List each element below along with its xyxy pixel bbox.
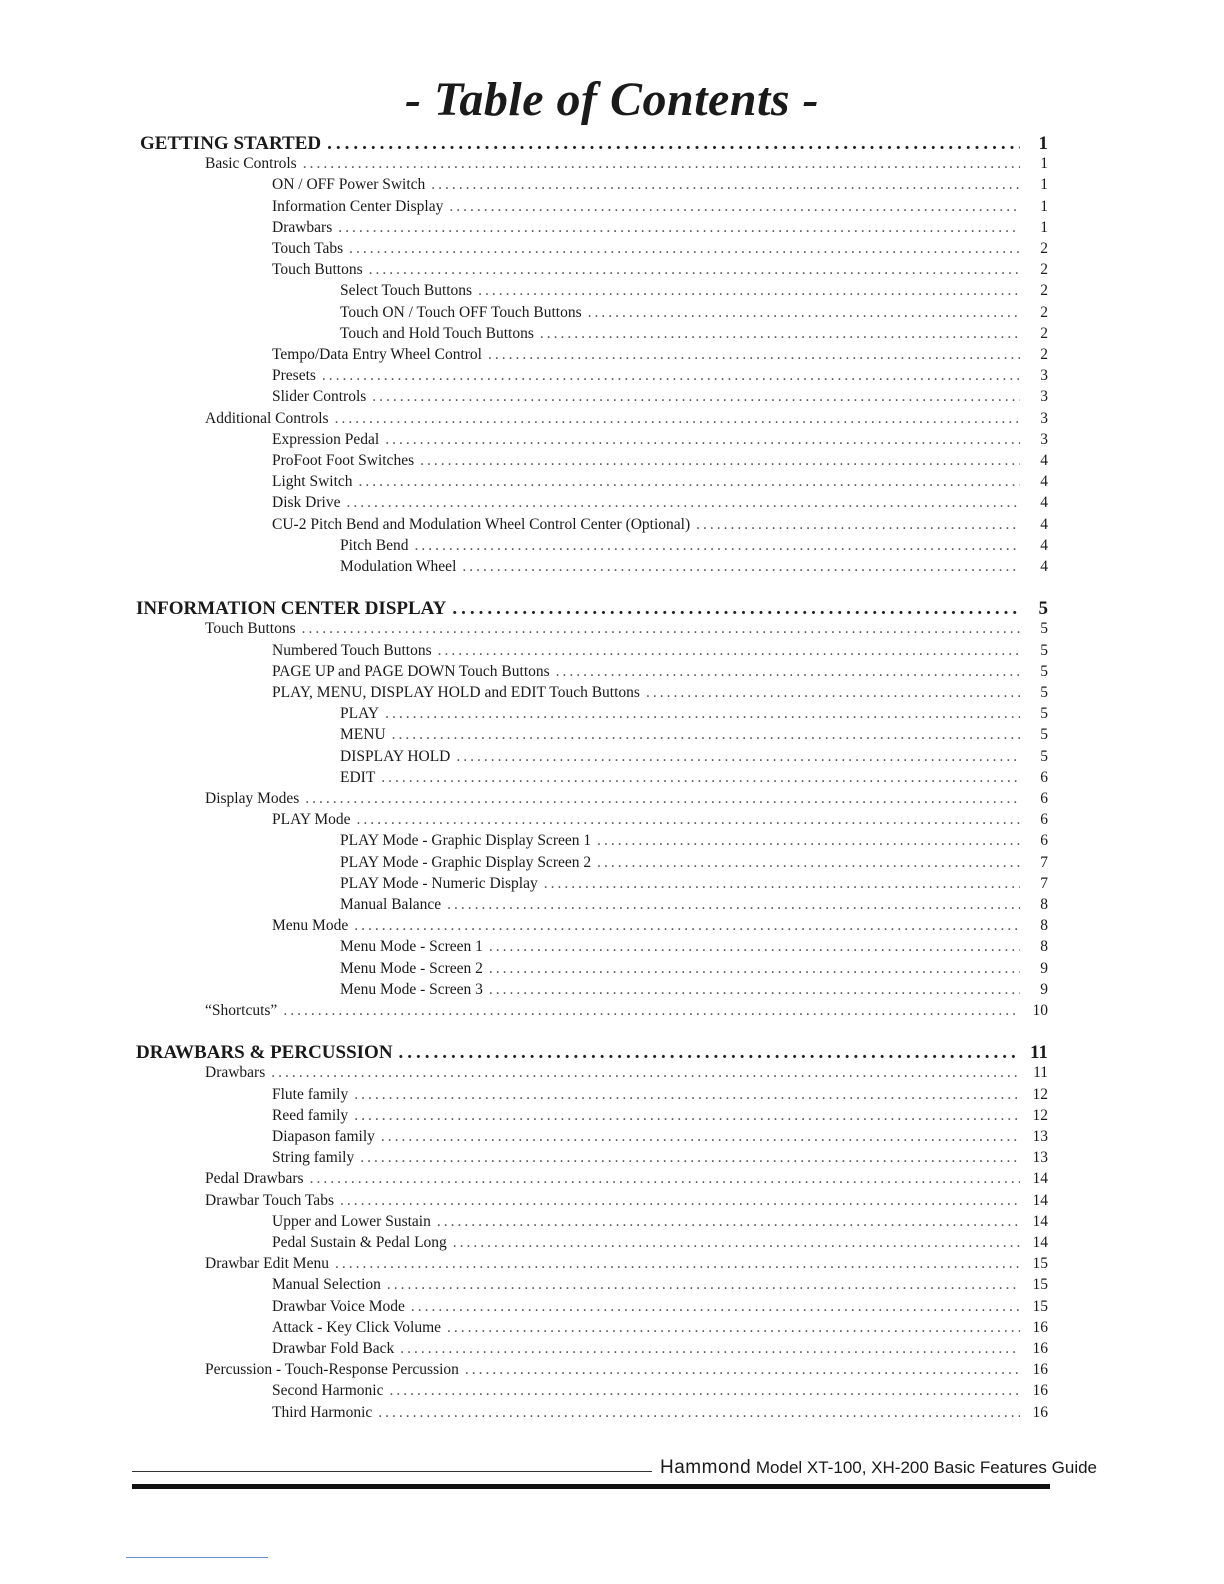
toc-entry-label: Drawbar Voice Mode xyxy=(272,1297,405,1315)
toc-entry-page: 11 xyxy=(1033,1064,1048,1082)
toc-entry-page: 4 xyxy=(1040,452,1048,469)
toc-entry-page: 1 xyxy=(1040,218,1048,236)
toc-entry-label: PLAY, MENU, DISPLAY HOLD and EDIT Touch Buttons xyxy=(272,684,640,701)
dot-leader xyxy=(392,726,1020,744)
dot-leader xyxy=(438,642,1020,660)
toc-entry xyxy=(340,981,1048,999)
dot-leader xyxy=(447,896,1020,914)
dot-leader xyxy=(420,452,1020,470)
toc-entry xyxy=(272,452,1048,470)
toc-entry xyxy=(340,896,1048,914)
dot-leader xyxy=(340,1192,1020,1210)
toc-entry xyxy=(272,431,1048,449)
toc-entry xyxy=(272,1298,1048,1316)
dot-leader xyxy=(588,304,1020,322)
toc-entry-page: 5 xyxy=(1040,620,1048,638)
toc-entry-label: Pitch Bend xyxy=(340,536,409,554)
toc-entry-page: 14 xyxy=(1032,1170,1048,1188)
toc-entry-label: Menu Mode - Screen 1 xyxy=(340,938,483,956)
toc-entry xyxy=(272,219,1048,237)
toc-entry xyxy=(272,1340,1048,1358)
toc-entry-page: 3 xyxy=(1040,367,1048,385)
toc-entry xyxy=(272,516,1048,534)
toc-entry-label: Drawbars xyxy=(272,218,333,236)
dot-leader xyxy=(389,1382,1020,1400)
dot-leader xyxy=(646,684,1020,702)
dot-leader xyxy=(335,410,1020,428)
toc-entry xyxy=(272,1213,1048,1231)
toc-entry xyxy=(272,494,1048,512)
toc-entry-label: ProFoot Foot Switches xyxy=(272,452,415,469)
toc-entry-label: GETTING STARTED xyxy=(140,133,322,154)
toc-entry xyxy=(272,1404,1048,1422)
toc-entry-page: 13 xyxy=(1032,1149,1048,1167)
toc-entry xyxy=(272,917,1048,935)
toc-entry-page: 15 xyxy=(1032,1297,1048,1315)
dot-leader xyxy=(303,155,1020,173)
dot-leader xyxy=(346,494,1020,512)
toc-entry-label: PLAY Mode - Numeric Display xyxy=(340,874,538,892)
footer-brand xyxy=(660,1457,1097,1479)
toc-entry-page: 3 xyxy=(1040,430,1048,448)
toc-entry-label: CU-2 Pitch Bend and Modulation Wheel Control Center (Optional) xyxy=(272,515,691,533)
toc-entry xyxy=(340,537,1048,555)
dot-leader xyxy=(556,663,1020,681)
dot-leader xyxy=(322,367,1020,385)
toc-entry-page: 4 xyxy=(1040,515,1048,533)
toc-entry-label: EDIT xyxy=(340,768,376,786)
dot-leader xyxy=(597,854,1020,872)
dot-leader xyxy=(489,960,1020,978)
dot-leader xyxy=(310,1170,1020,1188)
toc-entry-page: 6 xyxy=(1040,832,1048,850)
toc-entry-label: Pedal Drawbars xyxy=(205,1170,304,1188)
toc-entry xyxy=(272,811,1048,829)
toc-entry xyxy=(340,282,1048,300)
toc-entry-page: 5 xyxy=(1040,684,1048,701)
toc-entry-label: Menu Mode - Screen 3 xyxy=(340,980,483,998)
dot-leader xyxy=(489,981,1020,999)
toc-entry-page: 15 xyxy=(1032,1276,1048,1294)
toc-entry-label: Upper and Lower Sustain xyxy=(272,1212,431,1230)
toc-entry xyxy=(340,304,1048,322)
page-footer xyxy=(0,1452,1224,1502)
dot-leader xyxy=(387,1276,1020,1294)
toc-entry-label: DISPLAY HOLD xyxy=(340,747,451,765)
toc-entry-page: 7 xyxy=(1040,874,1048,892)
toc-entry-page: 7 xyxy=(1040,853,1048,871)
toc-entry xyxy=(272,388,1048,406)
toc-entry-page: 16 xyxy=(1032,1340,1048,1357)
toc-entry xyxy=(205,1361,1048,1379)
dot-leader xyxy=(431,176,1020,194)
toc-entry-label: INFORMATION CENTER DISPLAY xyxy=(136,598,447,620)
toc-entry-page: 6 xyxy=(1040,811,1048,829)
toc-entry-label: Tempo/Data Entry Wheel Control xyxy=(272,346,482,363)
toc-entry-page: 4 xyxy=(1040,558,1048,575)
toc-entry xyxy=(340,960,1048,978)
toc-entry xyxy=(272,473,1048,491)
toc-entry-label: “Shortcuts” xyxy=(205,1002,278,1019)
toc-entry xyxy=(340,875,1048,893)
toc-entry-page: 15 xyxy=(1032,1255,1048,1273)
dot-leader xyxy=(478,282,1020,300)
dot-leader xyxy=(452,598,1020,620)
dot-leader xyxy=(399,1042,1020,1064)
toc-section-entry xyxy=(140,133,1048,155)
dot-leader xyxy=(381,769,1020,787)
toc-entry-label: Numbered Touch Buttons xyxy=(272,641,432,659)
toc-entry-page: 5 xyxy=(1040,726,1048,744)
toc-entry-page: 5 xyxy=(1040,705,1048,723)
toc-entry-label: Manual Selection xyxy=(272,1276,381,1294)
toc-entry-page: 1 xyxy=(1040,155,1048,173)
toc-entry xyxy=(272,261,1048,279)
toc-entry-page: 9 xyxy=(1040,980,1048,998)
toc-entry-label: PLAY xyxy=(340,705,380,723)
dot-leader xyxy=(349,240,1020,258)
toc-entry-label: DRAWBARS & PERCUSSION xyxy=(136,1042,393,1064)
toc-entry-label: Drawbar Edit Menu xyxy=(205,1255,329,1273)
dot-leader xyxy=(378,1404,1020,1422)
toc-entry-page: 6 xyxy=(1040,790,1048,807)
dot-leader xyxy=(447,1319,1020,1337)
toc-entry-page: 12 xyxy=(1032,1085,1048,1103)
page-title: - Table of Contents - xyxy=(404,73,820,126)
toc-entry xyxy=(272,240,1048,258)
toc-entry-label: Touch and Hold Touch Buttons xyxy=(340,324,534,342)
toc-entry-page: 8 xyxy=(1040,917,1048,935)
toc-entry-label: Touch ON / Touch OFF Touch Buttons xyxy=(340,303,582,321)
toc-entry-label: Second Harmonic xyxy=(272,1382,384,1400)
toc-entry xyxy=(272,1319,1048,1337)
toc-entry xyxy=(272,198,1048,216)
dot-leader xyxy=(414,537,1020,555)
toc-entry xyxy=(205,1192,1048,1210)
dot-leader xyxy=(354,917,1020,935)
toc-entry-label: Drawbar Fold Back xyxy=(272,1340,395,1357)
footer-thick-rule xyxy=(132,1484,1050,1489)
dot-leader xyxy=(544,875,1020,893)
toc-entry-page: 5 xyxy=(1038,598,1048,620)
toc-entry-label: Touch Buttons xyxy=(272,261,363,279)
toc-entry-label: Additional Controls xyxy=(205,409,329,427)
page-edge-mark xyxy=(126,1557,268,1558)
toc-entry xyxy=(272,367,1048,385)
toc-entry-label: Percussion - Touch-Response Percussion xyxy=(205,1361,459,1379)
toc-entry xyxy=(340,325,1048,343)
footer-subtitle: Model XT-100, XH-200 Basic Features Guide xyxy=(755,1458,1098,1477)
dot-leader xyxy=(385,705,1020,723)
toc-entry-page: 16 xyxy=(1032,1403,1048,1421)
toc-entry-label: Presets xyxy=(272,367,316,385)
toc-entry xyxy=(205,1002,1048,1020)
dot-leader xyxy=(411,1298,1020,1316)
dot-leader xyxy=(462,558,1020,576)
dot-leader xyxy=(696,516,1020,534)
dot-leader xyxy=(357,811,1020,829)
toc-entry xyxy=(340,854,1048,872)
toc-entry-page: 3 xyxy=(1040,388,1048,406)
dot-leader xyxy=(360,1149,1020,1167)
dot-leader xyxy=(372,388,1020,406)
toc-entry-label: ON / OFF Power Switch xyxy=(272,176,426,194)
toc-entry-label: Drawbar Touch Tabs xyxy=(205,1191,334,1209)
toc-entry-label: Drawbars xyxy=(205,1064,266,1082)
dot-leader xyxy=(335,1255,1020,1273)
toc-entry xyxy=(205,410,1048,428)
toc-entry-label: Flute family xyxy=(272,1085,349,1103)
toc-entry-page: 14 xyxy=(1032,1212,1048,1230)
toc-section-entry xyxy=(136,1042,1048,1064)
toc-entry xyxy=(205,155,1048,173)
toc-entry-page: 2 xyxy=(1040,282,1048,300)
toc-entry-page: 1 xyxy=(1040,176,1048,194)
toc-entry xyxy=(272,684,1048,702)
toc-entry-page: 16 xyxy=(1032,1361,1048,1379)
toc-entry xyxy=(272,1086,1048,1104)
dot-leader xyxy=(305,790,1020,808)
toc-entry xyxy=(340,769,1048,787)
dot-leader xyxy=(381,1128,1020,1146)
toc-entry xyxy=(205,1255,1048,1273)
toc-entry-page: 2 xyxy=(1040,303,1048,321)
toc-entry-label: PAGE UP and PAGE DOWN Touch Buttons xyxy=(272,662,550,680)
toc-entry xyxy=(272,1234,1048,1252)
toc-entry xyxy=(272,663,1048,681)
toc-entry-label: Touch Buttons xyxy=(205,620,296,638)
dot-leader xyxy=(338,219,1020,237)
toc-entry-page: 8 xyxy=(1040,938,1048,956)
toc-entry xyxy=(272,346,1048,364)
toc-entry-label: Disk Drive xyxy=(272,494,341,512)
toc-entry-page: 2 xyxy=(1040,346,1048,363)
toc-entry xyxy=(205,790,1048,808)
toc-entry-label: Slider Controls xyxy=(272,388,367,406)
dot-leader xyxy=(283,1002,1020,1020)
toc-entry xyxy=(205,1170,1048,1188)
toc-entry-page: 5 xyxy=(1040,641,1048,659)
toc-entry-page: 6 xyxy=(1040,768,1048,786)
toc-entry-label: Pedal Sustain & Pedal Long xyxy=(272,1234,447,1251)
toc-entry-label: Light Switch xyxy=(272,473,353,491)
toc-entry-label: Basic Controls xyxy=(205,155,297,173)
toc-entry-label: Select Touch Buttons xyxy=(340,282,473,300)
dot-leader xyxy=(359,473,1020,491)
toc-entry-label: Expression Pedal xyxy=(272,430,380,448)
toc-entry-page: 9 xyxy=(1040,959,1048,977)
toc-entry-page: 5 xyxy=(1040,662,1048,680)
toc-entry-page: 5 xyxy=(1040,747,1048,765)
dot-leader xyxy=(449,198,1020,216)
toc-entry-page: 2 xyxy=(1040,261,1048,279)
dot-leader xyxy=(540,325,1020,343)
toc-entry xyxy=(340,832,1048,850)
toc-entry xyxy=(205,620,1048,638)
toc-entry-label: Diapason family xyxy=(272,1128,375,1145)
toc-entry-label: MENU xyxy=(340,726,386,744)
toc-entry-label: Modulation Wheel xyxy=(340,558,457,575)
toc-entry-label: PLAY Mode - Graphic Display Screen 2 xyxy=(340,853,592,871)
toc-entry-page: 14 xyxy=(1032,1191,1048,1209)
toc-entry-label: Touch Tabs xyxy=(272,240,344,257)
toc-entry-page: 4 xyxy=(1040,473,1048,491)
dot-leader xyxy=(327,133,1020,155)
toc-entry-page: 1 xyxy=(1040,197,1048,215)
toc-entry xyxy=(340,748,1048,766)
dot-leader xyxy=(597,832,1020,850)
toc-entry-page: 4 xyxy=(1040,494,1048,512)
dot-leader xyxy=(369,261,1020,279)
toc-entry xyxy=(272,1382,1048,1400)
toc-entry xyxy=(272,176,1048,194)
toc-entry-page: 2 xyxy=(1040,240,1048,257)
toc-entry-label: Menu Mode xyxy=(272,917,349,935)
dot-leader xyxy=(354,1086,1020,1104)
toc-entry xyxy=(340,938,1048,956)
toc-entry-page: 3 xyxy=(1040,409,1048,427)
toc-entry-page: 11 xyxy=(1030,1042,1048,1064)
toc-entry-label: Third Harmonic xyxy=(272,1403,373,1421)
toc-entry xyxy=(340,705,1048,723)
toc-entry-page: 4 xyxy=(1040,536,1048,554)
toc-entry-label: PLAY Mode xyxy=(272,811,351,829)
toc-entry-label: Display Modes xyxy=(205,790,300,807)
toc-entry xyxy=(205,1064,1048,1082)
toc-entry xyxy=(272,1128,1048,1146)
toc-entry-label: Information Center Display xyxy=(272,197,444,215)
toc-section-entry xyxy=(136,598,1048,620)
toc-entry-page: 2 xyxy=(1040,324,1048,342)
toc-entry-page: 1 xyxy=(1038,133,1048,154)
dot-leader xyxy=(302,620,1020,638)
toc-entry xyxy=(340,558,1048,576)
dot-leader xyxy=(489,938,1020,956)
toc-entry xyxy=(272,1276,1048,1294)
toc-entry-page: 16 xyxy=(1032,1382,1048,1400)
toc-entry-label: Manual Balance xyxy=(340,896,442,913)
footer-brand-name: Hammond xyxy=(660,1457,752,1478)
dot-leader xyxy=(453,1234,1020,1252)
toc-entry xyxy=(272,1107,1048,1125)
toc-entry-page: 8 xyxy=(1040,896,1048,913)
dot-leader xyxy=(354,1107,1020,1125)
dot-leader xyxy=(400,1340,1020,1358)
toc-entry-page: 13 xyxy=(1032,1128,1048,1145)
toc-entry xyxy=(340,726,1048,744)
dot-leader xyxy=(456,748,1020,766)
dot-leader xyxy=(465,1361,1020,1379)
toc-entry xyxy=(272,1149,1048,1167)
toc-entry-label: PLAY Mode - Graphic Display Screen 1 xyxy=(340,832,592,850)
toc-entry-page: 16 xyxy=(1032,1318,1048,1336)
dot-leader xyxy=(437,1213,1020,1231)
footer-rule xyxy=(132,1471,652,1472)
dot-leader xyxy=(385,431,1020,449)
dot-leader xyxy=(271,1064,1020,1082)
toc-entry-label: Menu Mode - Screen 2 xyxy=(340,959,483,977)
toc-entry-page: 14 xyxy=(1032,1234,1048,1251)
toc-entry-page: 10 xyxy=(1032,1002,1048,1019)
toc-entry-label: Reed family xyxy=(272,1106,349,1124)
dot-leader xyxy=(488,346,1020,364)
toc-entry-page: 12 xyxy=(1032,1106,1048,1124)
toc-entry-label: String family xyxy=(272,1149,355,1167)
toc-entry xyxy=(272,642,1048,660)
toc-entry-label: Attack - Key Click Volume xyxy=(272,1318,442,1336)
